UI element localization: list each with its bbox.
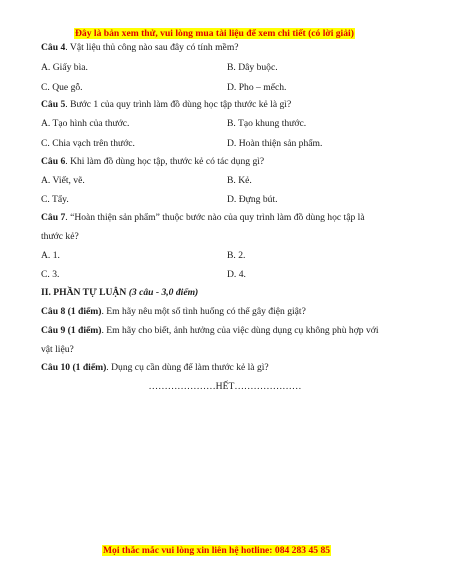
question-text: . Em hãy cho biết, ảnh hưởng của việc dùng dụng cụ không phù hợp với (101, 325, 379, 336)
option-a: A. 1. (41, 250, 60, 261)
question-number: Câu 9 (1 điểm) (41, 325, 102, 336)
question-6 (41, 156, 420, 168)
option-a: A. Tạo hình của thước. (41, 118, 130, 129)
question-10 (41, 362, 420, 374)
question-text: . Khi làm đồ dùng học tập, thước kẻ có tác dụng gì? (65, 156, 265, 167)
option-d: D. Hoàn thiện sản phẩm. (227, 138, 323, 149)
preview-banner: Đây là bản xem thử, vui lòng mua tài liệu để xem chi tiết (có lời giải) (75, 28, 354, 39)
question-number: Câu 4 (41, 42, 66, 53)
question-8 (41, 306, 420, 318)
question-number: Câu 5 (41, 99, 66, 110)
option-c: C. Chia vạch trên thước. (41, 138, 135, 149)
question-9 (41, 325, 420, 337)
option-b: B. Dây buộc. (227, 62, 278, 73)
option-d: D. 4. (227, 269, 246, 280)
option-d: D. Pho – mếch. (227, 82, 287, 93)
option-c: C. Tẩy. (41, 194, 69, 205)
option-c: C. 3. (41, 269, 60, 280)
question-text: . “Hoàn thiện sản phẩm” thuộc bước nào của quy trình làm đồ dùng học tập là (65, 212, 365, 223)
option-a: A. Giấy bìa. (41, 62, 88, 73)
question-number: Câu 8 (1 điểm) (41, 306, 102, 317)
option-c: C. Que gỗ. (41, 82, 83, 93)
question-7-continued: thước kẻ? (41, 231, 79, 242)
question-text: . Em hãy nêu một số tình huống có thể gây điện giật? (101, 306, 306, 317)
question-number: Câu 10 (1 điểm) (41, 362, 107, 373)
question-text: . Vật liệu thủ công nào sau đây có tính mềm? (65, 42, 239, 53)
hotline-footer: Mọi thắc mắc vui lòng xin liên hệ hotline: 084 283 45 85 (103, 545, 331, 556)
option-b: B. Tạo khung thước. (227, 118, 307, 129)
option-b: B. 2. (227, 250, 246, 261)
option-b: B. Kẻ. (227, 175, 252, 186)
option-d: D. Đựng bút. (227, 194, 278, 205)
option-a: A. Viết, vẽ. (41, 175, 85, 186)
question-text: . Dụng cụ cần dùng để làm thước kẻ là gì? (106, 362, 269, 373)
section-title: II. PHẦN TỰ LUẬN (41, 287, 127, 298)
section-note: (3 câu - 3,0 điểm) (128, 287, 199, 298)
question-5 (41, 99, 420, 111)
question-9-continued: vật liệu? (41, 344, 74, 355)
question-text: . Bước 1 của quy trình làm đồ dùng học tập thước kẻ là gì? (65, 99, 292, 110)
question-number: Câu 6 (41, 156, 66, 167)
question-7 (41, 212, 420, 224)
end-marker: …………………HẾT………………… (148, 381, 302, 392)
question-number: Câu 7 (41, 212, 66, 223)
section-heading (41, 287, 420, 299)
question-4 (41, 42, 420, 54)
